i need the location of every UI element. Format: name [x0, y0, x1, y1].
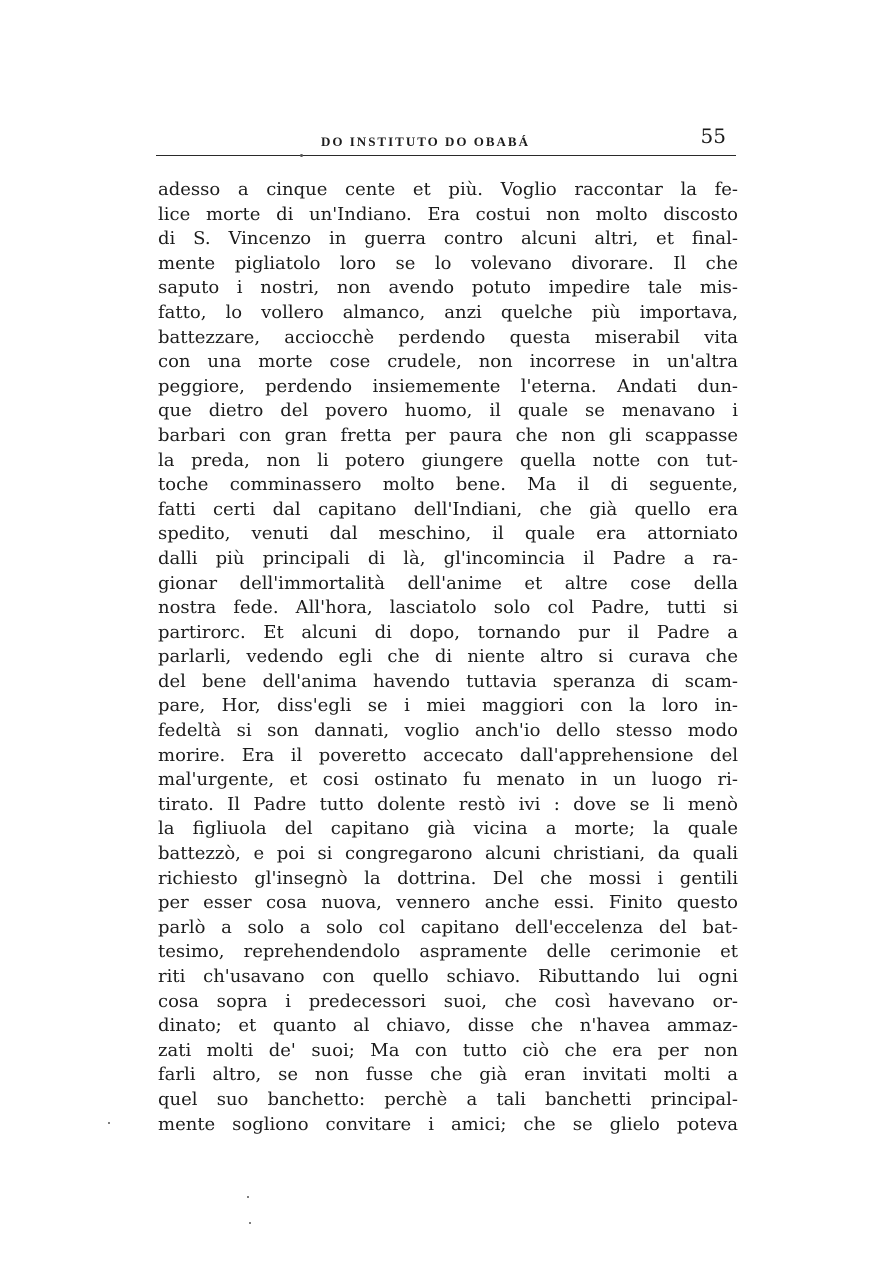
text-line: mente sogliono convitare i amici; che se glielo poteva [158, 1113, 738, 1135]
text-line: richiesto gl'insegnò la dottrina. Del che mossi i gentili [158, 867, 738, 889]
text-line: fatto, lo vollero almanco, anzi quelche più importava, [158, 301, 738, 323]
text-line: parlarli, vedendo egli che di niente altro si curava che [158, 646, 738, 668]
text-line: del bene dell'anima havendo tuttavia speranza di scam- [158, 670, 738, 692]
text-line: mal'urgente, et cosi ostinato fu menato in un luogo ri- [158, 769, 738, 791]
text-line: riti ch'usavano con quello schiavo. Ributtando lui ogni [158, 966, 738, 987]
text-line: partirorc. Et alcuni di dopo, tornando pur il Padre a [158, 621, 738, 643]
text-line: cosa sopra i predecessori suoi, che così havevano or- [158, 990, 738, 1012]
text-line: battezzare, acciocchè perdendo questa miserabil vita [158, 326, 738, 348]
text-line: peggiore, perdendo insiememente l'eterna. Andati dun- [158, 375, 738, 397]
text-line: spedito, venuti dal meschino, il quale era attorniato [158, 523, 738, 545]
text-line: dinato; et quanto al chiavo, disse che n'havea ammaz- [158, 1015, 738, 1037]
text-line: toche comminassero molto bene. Ma il di seguente, [158, 474, 738, 496]
scan-speck [249, 1222, 251, 1224]
text-line: barbari con gran fretta per paura che non gli scappasse [158, 424, 738, 446]
text-line: fedeltà si son dannati, voglio anch'io dello stesso modo [158, 720, 738, 742]
text-line: tesimo, reprehendendolo aspramente delle cerimonie et [158, 941, 738, 963]
running-title: DO INSTITUTO DO OBABÁ [321, 134, 530, 149]
text-line: quel suo banchetto: perchè a tali banchetti principal- [158, 1088, 738, 1110]
text-line: zati molti de' suoi; Ma con tutto ciò che era per non [158, 1039, 738, 1061]
text-line: adesso a cinque cente et più. Voglio raccontar la fe- [158, 179, 738, 200]
text-line: pare, Hor, diss'egli se i miei maggiori con la loro in- [158, 695, 738, 717]
scan-speck [108, 1122, 110, 1124]
text-line: la figliuola del capitano già vicina a morte; la quale [158, 818, 738, 840]
text-line: per esser cosa nuova, vennero anche essi. Finito questo [158, 892, 738, 914]
text-line: di S. Vincenzo in guerra contro alcuni altri, et final- [158, 228, 738, 250]
text-line: mente pigliatolo loro se lo volevano divorare. Il che [158, 252, 738, 274]
running-head [156, 124, 738, 154]
text-line: fatti certi dal capitano dell'Indiani, che già quello era [158, 498, 738, 520]
text-line: morire. Era il poveretto accecato dall'apprehensione del [158, 744, 738, 766]
text-line: que dietro del povero huomo, il quale se menavano i [158, 400, 738, 422]
text-line: farli altro, se non fusse che già eran invitati molti a [158, 1064, 738, 1086]
header-rule [156, 155, 736, 156]
body-text [158, 178, 738, 1137]
text-line: lice morte di un'Indiano. Era costui non molto discosto [158, 203, 738, 225]
text-line: la preda, non li potero giungere quella notte con tut- [158, 449, 738, 471]
scan-speck [247, 1196, 249, 1198]
text-line: parlò a solo a solo col capitano dell'eccelenza del bat- [158, 916, 738, 938]
text-line: gionar dell'immortalità dell'anime et altre cose della [158, 572, 738, 594]
scan-speck [300, 154, 303, 157]
page-number: 55 [700, 124, 726, 148]
text-line: nostra fede. All'hora, lasciatolo solo col Padre, tutti si [158, 597, 738, 619]
text-line: tirato. Il Padre tutto dolente restò ivi : dove se li menò [158, 793, 738, 815]
text-line: battezzò, e poi si congregarono alcuni christiani, da quali [158, 843, 738, 865]
text-line: dalli più principali di là, gl'incomincia il Padre a ra- [158, 547, 738, 569]
text-line: con una morte cose crudele, non incorrese in un'altra [158, 351, 738, 373]
text-line: saputo i nostri, non avendo potuto impedire tale mis- [158, 277, 738, 299]
